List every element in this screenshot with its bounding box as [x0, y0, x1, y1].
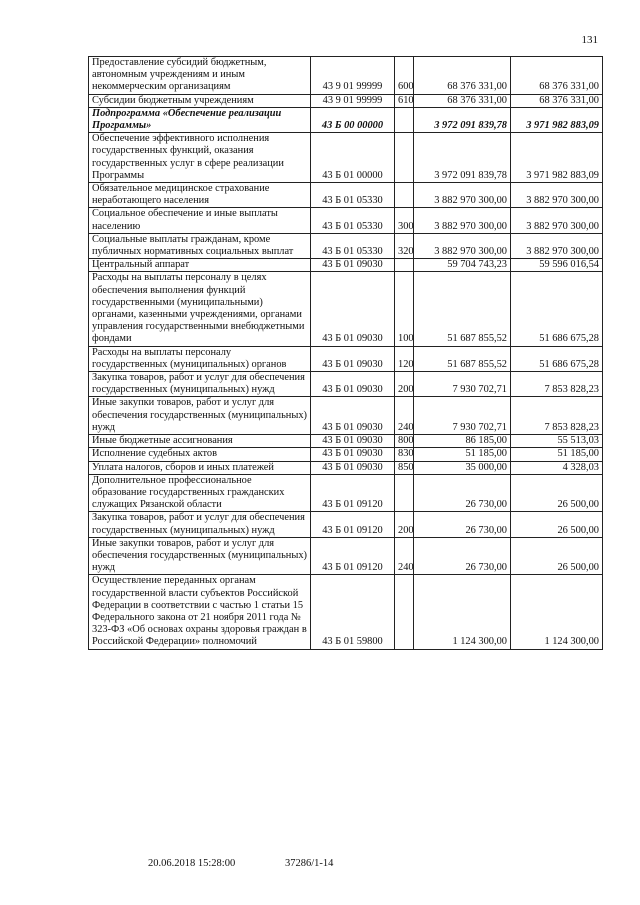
row-code-cell: 43 Б 01 09120 [311, 512, 395, 537]
row-code-cell: 43 Б 01 09030 [311, 461, 395, 474]
row-sum-2018-cell: 26 730,00 [414, 512, 511, 537]
row-name-cell: Осуществление переданных органам государственной власти субъектов Российской Федерации в соответствии с частью 1 статьи 15 Федерального закона от 21 ноября 2011 года № 323-ФЗ «Об основах охраны здоровья граждан в Российской Федерации» полномочий [89, 575, 311, 649]
row-name-cell: Расходы на выплаты персоналу государственных (муниципальных) органов [89, 346, 311, 371]
row-sum-executed-cell: 3 882 970 300,00 [511, 183, 603, 208]
row-code-cell: 43 Б 01 00000 [311, 133, 395, 183]
row-sum-2018-cell: 3 882 970 300,00 [414, 208, 511, 233]
row-sum-executed-cell: 51 185,00 [511, 448, 603, 461]
row-expense-type-cell: 200 [395, 372, 414, 397]
row-name-cell: Дополнительное профессиональное образование государственных гражданских служащих Рязанской области [89, 474, 311, 512]
row-code-cell: 43 Б 01 05330 [311, 183, 395, 208]
row-expense-type-cell [395, 575, 414, 649]
row-code-cell: 43 Б 01 09030 [311, 259, 395, 272]
row-code-cell: 43 Б 01 09030 [311, 397, 395, 435]
page-number: 131 [581, 34, 598, 46]
row-sum-executed-cell: 26 500,00 [511, 512, 603, 537]
row-sum-executed-cell: 59 596 016,54 [511, 259, 603, 272]
row-name-cell: Подпрограмма «Обеспечение реализации Программы» [89, 107, 311, 132]
row-sum-2018-cell: 3 882 970 300,00 [414, 183, 511, 208]
row-sum-executed-cell: 51 686 675,28 [511, 272, 603, 346]
row-expense-type-cell: 120 [395, 346, 414, 371]
table-row [89, 208, 603, 233]
row-code-cell: 43 Б 01 05330 [311, 233, 395, 258]
row-code-cell: 43 Б 01 09120 [311, 474, 395, 512]
row-sum-2018-cell: 3 972 091 839,78 [414, 133, 511, 183]
row-name-cell: Обязательное медицинское страхование неработающего населения [89, 183, 311, 208]
table-row [89, 233, 603, 258]
row-name-cell: Расходы на выплаты персоналу в целях обеспечения выполнения функций государственными (муниципальными) органами, казенными учреждениями, органами управления государственными внебюджетными фондами [89, 272, 311, 346]
row-expense-type-cell [395, 474, 414, 512]
row-sum-2018-cell: 3 882 970 300,00 [414, 233, 511, 258]
row-sum-2018-cell: 59 704 743,23 [414, 259, 511, 272]
table-row [89, 272, 603, 346]
row-name-cell: Исполнение судебных актов [89, 448, 311, 461]
row-sum-2018-cell: 68 376 331,00 [414, 57, 511, 95]
row-code-cell: 43 9 01 99999 [311, 94, 395, 107]
row-sum-2018-cell: 51 687 855,52 [414, 272, 511, 346]
row-expense-type-cell: 610 [395, 94, 414, 107]
row-sum-executed-cell: 68 376 331,00 [511, 94, 603, 107]
row-sum-2018-cell: 3 972 091 839,78 [414, 107, 511, 132]
table-row [89, 512, 603, 537]
row-name-cell: Обеспечение эффективного исполнения государственных функций, оказания государственных услуг в сфере реализации Программы [89, 133, 311, 183]
row-sum-executed-cell: 4 328,03 [511, 461, 603, 474]
table-row [89, 448, 603, 461]
table-row [89, 259, 603, 272]
row-name-cell: Иные бюджетные ассигнования [89, 435, 311, 448]
row-sum-2018-cell: 68 376 331,00 [414, 94, 511, 107]
row-code-cell: 43 Б 01 09030 [311, 435, 395, 448]
table-row [89, 107, 603, 132]
table-row [89, 372, 603, 397]
row-expense-type-cell: 240 [395, 537, 414, 575]
row-sum-executed-cell: 7 853 828,23 [511, 397, 603, 435]
table-row [89, 435, 603, 448]
row-sum-executed-cell: 51 686 675,28 [511, 346, 603, 371]
row-expense-type-cell: 300 [395, 208, 414, 233]
row-name-cell: Предоставление субсидий бюджетным, автономным учреждениям и иным некоммерческим организациям [89, 57, 311, 95]
row-expense-type-cell: 320 [395, 233, 414, 258]
budget-table [88, 56, 603, 650]
row-name-cell: Субсидии бюджетным учреждениям [89, 94, 311, 107]
row-sum-executed-cell: 26 500,00 [511, 537, 603, 575]
row-name-cell: Центральный аппарат [89, 259, 311, 272]
row-expense-type-cell [395, 259, 414, 272]
row-expense-type-cell: 800 [395, 435, 414, 448]
table-row [89, 133, 603, 183]
row-sum-executed-cell: 55 513,03 [511, 435, 603, 448]
row-code-cell: 43 Б 01 09030 [311, 448, 395, 461]
row-expense-type-cell: 240 [395, 397, 414, 435]
row-sum-2018-cell: 26 730,00 [414, 537, 511, 575]
row-code-cell: 43 Б 01 05330 [311, 208, 395, 233]
row-name-cell: Закупка товаров, работ и услуг для обеспечения государственных (муниципальных) нужд [89, 512, 311, 537]
row-expense-type-cell: 200 [395, 512, 414, 537]
table-row [89, 346, 603, 371]
table-row [89, 575, 603, 649]
footer-doc-id: 37286/1-14 [285, 858, 334, 869]
row-expense-type-cell [395, 133, 414, 183]
row-code-cell: 43 Б 01 59800 [311, 575, 395, 649]
row-sum-2018-cell: 51 687 855,52 [414, 346, 511, 371]
table-row [89, 57, 603, 95]
row-sum-executed-cell: 1 124 300,00 [511, 575, 603, 649]
table-row [89, 537, 603, 575]
row-expense-type-cell [395, 107, 414, 132]
row-sum-2018-cell: 35 000,00 [414, 461, 511, 474]
table-row [89, 397, 603, 435]
row-name-cell: Социальные выплаты гражданам, кроме публичных нормативных социальных выплат [89, 233, 311, 258]
footer-datetime: 20.06.2018 15:28:00 [148, 858, 236, 869]
row-expense-type-cell: 100 [395, 272, 414, 346]
row-sum-2018-cell: 1 124 300,00 [414, 575, 511, 649]
row-sum-2018-cell: 26 730,00 [414, 474, 511, 512]
row-sum-executed-cell: 3 971 982 883,09 [511, 107, 603, 132]
row-sum-2018-cell: 7 930 702,71 [414, 372, 511, 397]
table-row [89, 94, 603, 107]
row-sum-executed-cell: 7 853 828,23 [511, 372, 603, 397]
row-sum-2018-cell: 7 930 702,71 [414, 397, 511, 435]
row-code-cell: 43 Б 00 00000 [311, 107, 395, 132]
row-name-cell: Закупка товаров, работ и услуг для обеспечения государственных (муниципальных) нужд [89, 372, 311, 397]
row-expense-type-cell [395, 183, 414, 208]
row-expense-type-cell: 600 [395, 57, 414, 95]
row-sum-executed-cell: 26 500,00 [511, 474, 603, 512]
row-sum-executed-cell: 3 971 982 883,09 [511, 133, 603, 183]
row-sum-2018-cell: 86 185,00 [414, 435, 511, 448]
row-name-cell: Иные закупки товаров, работ и услуг для обеспечения государственных (муниципальных) нужд [89, 397, 311, 435]
row-code-cell: 43 9 01 99999 [311, 57, 395, 95]
row-expense-type-cell: 830 [395, 448, 414, 461]
row-code-cell: 43 Б 01 09030 [311, 272, 395, 346]
row-expense-type-cell: 850 [395, 461, 414, 474]
table-row [89, 183, 603, 208]
row-code-cell: 43 Б 01 09030 [311, 372, 395, 397]
row-sum-executed-cell: 3 882 970 300,00 [511, 233, 603, 258]
row-name-cell: Уплата налогов, сборов и иных платежей [89, 461, 311, 474]
row-sum-2018-cell: 51 185,00 [414, 448, 511, 461]
row-name-cell: Социальное обеспечение и иные выплаты населению [89, 208, 311, 233]
row-sum-executed-cell: 3 882 970 300,00 [511, 208, 603, 233]
row-code-cell: 43 Б 01 09030 [311, 346, 395, 371]
row-sum-executed-cell: 68 376 331,00 [511, 57, 603, 95]
row-name-cell: Иные закупки товаров, работ и услуг для обеспечения государственных (муниципальных) нужд [89, 537, 311, 575]
table-row [89, 461, 603, 474]
table-row [89, 474, 603, 512]
row-code-cell: 43 Б 01 09120 [311, 537, 395, 575]
